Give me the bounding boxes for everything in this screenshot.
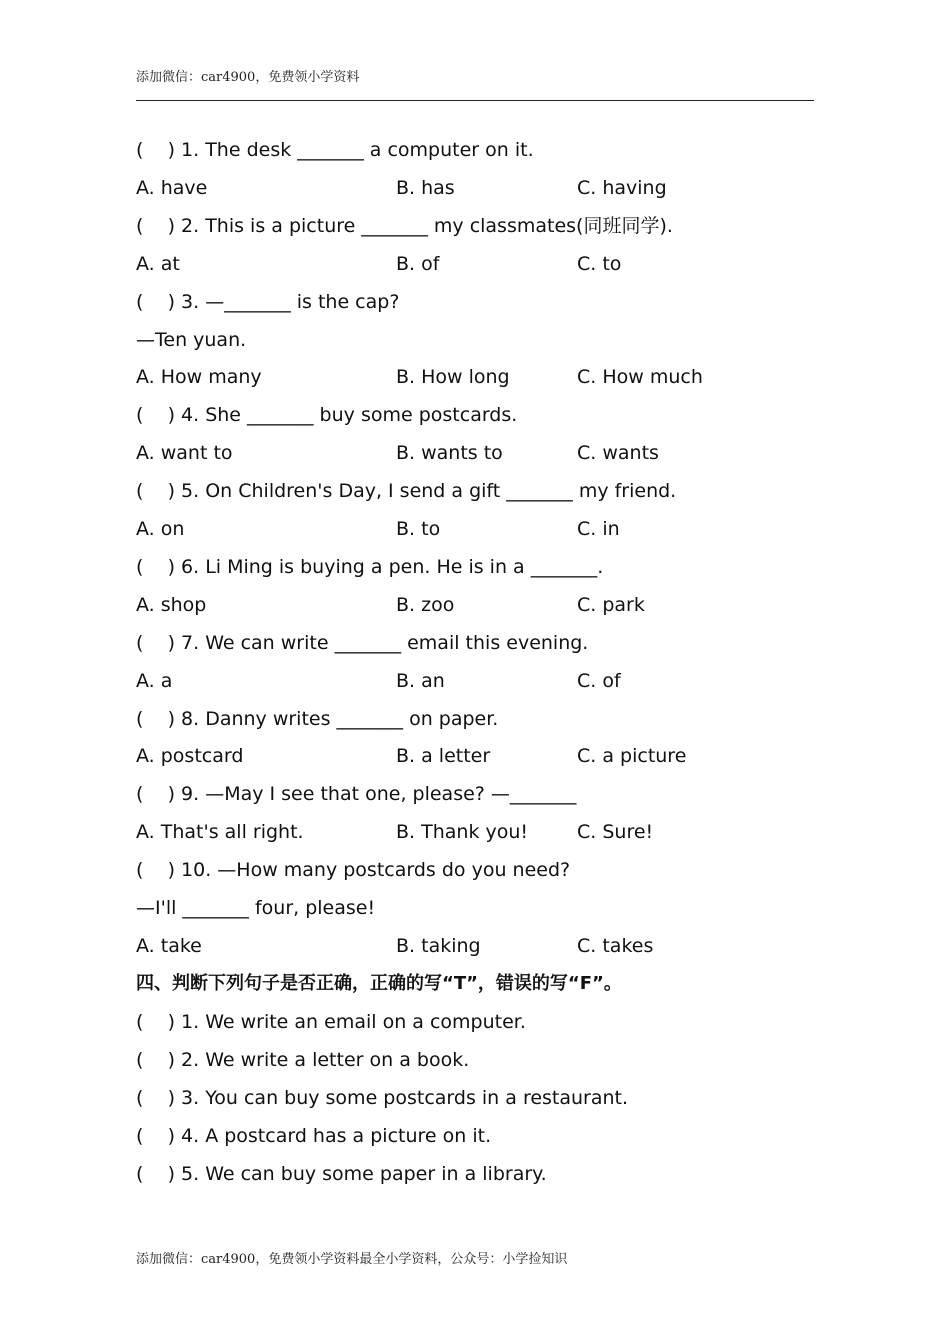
option-b: B. zoo — [396, 594, 455, 616]
option-c: C. a picture — [577, 745, 687, 767]
option-a: A. postcard — [136, 745, 244, 767]
option-c: C. park — [577, 594, 645, 616]
option-a: A. take — [136, 935, 202, 957]
section-4-title: 四、判断下列句子是否正确，正确的写“T”，错误的写“F”。 — [136, 973, 622, 994]
question-line: ( ) 8. Danny writes _______ on paper. — [136, 708, 499, 730]
tf-item: ( ) 4. A postcard has a picture on it. — [136, 1125, 492, 1147]
option-c: C. to — [577, 253, 622, 275]
option-c: C. How much — [577, 366, 703, 388]
footer-note: 添加微信：car4900，免费领小学资料最全小学资料，公众号：小学捡知识 — [136, 1252, 568, 1267]
option-b: B. How long — [396, 366, 510, 388]
option-c: C. having — [577, 177, 667, 199]
question-line: ( ) 5. On Children's Day, I send a gift _______ my friend. — [136, 480, 677, 502]
option-b: B. wants to — [396, 442, 503, 464]
option-b: B. to — [396, 518, 441, 540]
tf-item: ( ) 5. We can buy some paper in a library. — [136, 1163, 547, 1185]
tf-item: ( ) 2. We write a letter on a book. — [136, 1049, 470, 1071]
option-b: B. taking — [396, 935, 481, 957]
option-a: A. How many — [136, 366, 262, 388]
question-line: ( ) 3. —_______ is the cap? — [136, 291, 400, 313]
question-line: ( ) 9. —May I see that one, please? —_______ — [136, 783, 577, 805]
question-line: ( ) 10. —How many postcards do you need? — [136, 859, 571, 881]
option-b: B. an — [396, 670, 445, 692]
header-divider — [136, 100, 814, 101]
question-line: —I'll _______ four, please! — [136, 897, 376, 919]
question-line: ( ) 6. Li Ming is buying a pen. He is in a _______. — [136, 556, 604, 578]
option-c: C. in — [577, 518, 620, 540]
option-b: B. has — [396, 177, 455, 199]
option-a: A. on — [136, 518, 185, 540]
question-line: —Ten yuan. — [136, 329, 247, 351]
option-a: A. have — [136, 177, 208, 199]
question-line: ( ) 2. This is a picture _______ my classmates(同班同学). — [136, 215, 673, 237]
tf-item: ( ) 1. We write an email on a computer. — [136, 1011, 526, 1033]
option-c: C. takes — [577, 935, 654, 957]
option-a: A. shop — [136, 594, 207, 616]
option-a: A. want to — [136, 442, 233, 464]
option-b: B. a letter — [396, 745, 491, 767]
option-c: C. wants — [577, 442, 659, 464]
option-a: A. That's all right. — [136, 821, 304, 843]
option-b: B. of — [396, 253, 440, 275]
question-line: ( ) 7. We can write _______ email this evening. — [136, 632, 589, 654]
option-a: A. at — [136, 253, 180, 275]
option-c: C. of — [577, 670, 621, 692]
tf-item: ( ) 3. You can buy some postcards in a restaurant. — [136, 1087, 629, 1109]
header-note: 添加微信：car4900，免费领小学资料 — [136, 70, 360, 85]
option-b: B. Thank you! — [396, 821, 529, 843]
question-line: ( ) 4. She _______ buy some postcards. — [136, 404, 518, 426]
option-c: C. Sure! — [577, 821, 654, 843]
question-line: ( ) 1. The desk _______ a computer on it. — [136, 139, 534, 161]
option-a: A. a — [136, 670, 173, 692]
